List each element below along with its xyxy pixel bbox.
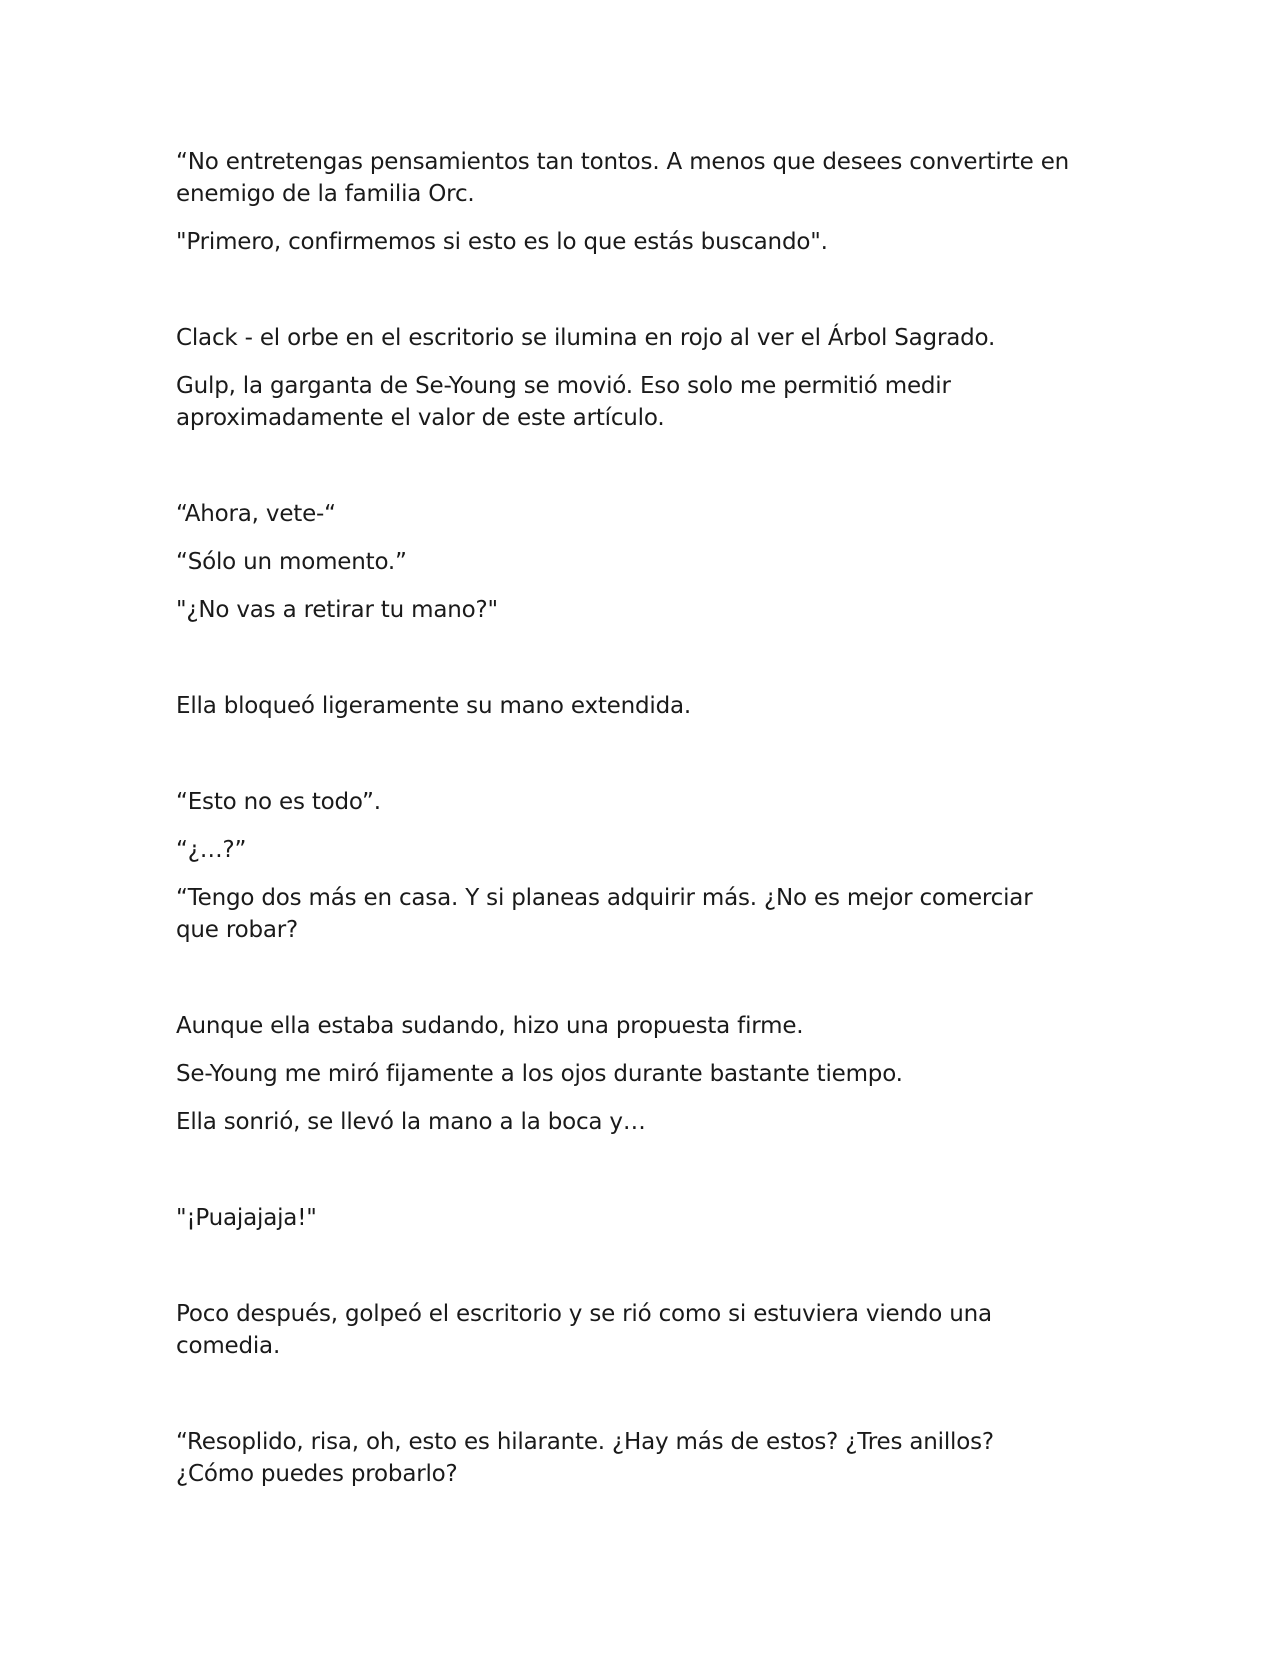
paragraph-16: Poco después, golpeó el escritorio y se rió como si estuviera viendo una comedia. bbox=[176, 1301, 992, 1359]
paragraph-11: “Tengo dos más en casa. Y si planeas adquirir más. ¿No es mejor comerciar que robar? bbox=[176, 885, 1033, 943]
paragraph-10: “¿…?” bbox=[176, 837, 247, 863]
paragraph-9: “Esto no es todo”. bbox=[176, 789, 381, 815]
paragraph-15: "¡Puajajaja!" bbox=[176, 1205, 317, 1231]
paragraph-gap bbox=[176, 1250, 1076, 1298]
paragraph-17: “Resoplido, risa, oh, esto es hilarante. ¿Hay más de estos? ¿Tres anillos? ¿Cómo puedes probarlo? bbox=[176, 1429, 994, 1487]
paragraph-7: "¿No vas a retirar tu mano?" bbox=[176, 597, 498, 623]
paragraph-8: Ella bloqueó ligeramente su mano extendida. bbox=[176, 693, 692, 719]
paragraph-6: “Sólo un momento.” bbox=[176, 549, 407, 575]
paragraph-3: Clack - el orbe en el escritorio se ilumina en rojo al ver el Árbol Sagrado. bbox=[176, 325, 996, 351]
document-body bbox=[176, 146, 1076, 1506]
paragraph-14: Ella sonrió, se llevó la mano a la boca y… bbox=[176, 1109, 646, 1135]
paragraph-gap bbox=[176, 962, 1076, 1010]
paragraph-12: Aunque ella estaba sudando, hizo una propuesta firme. bbox=[176, 1013, 804, 1039]
paragraph-gap bbox=[176, 738, 1076, 786]
paragraph-gap bbox=[176, 1154, 1076, 1202]
paragraph-4: Gulp, la garganta de Se-Young se movió. Eso solo me permitió medir aproximadamente el valor de este artículo. bbox=[176, 373, 951, 431]
paragraph-gap bbox=[176, 642, 1076, 690]
paragraph-gap bbox=[176, 1378, 1076, 1426]
paragraph-13: Se-Young me miró fijamente a los ojos durante bastante tiempo. bbox=[176, 1061, 903, 1087]
paragraph-gap bbox=[176, 274, 1076, 322]
paragraph-gap bbox=[176, 450, 1076, 498]
paragraph-2: "Primero, confirmemos si esto es lo que estás buscando". bbox=[176, 229, 828, 255]
paragraph-1: “No entretengas pensamientos tan tontos. A menos que desees convertirte en enemigo de la familia Orc. bbox=[176, 149, 1070, 207]
paragraph-5: “Ahora, vete-“ bbox=[176, 501, 336, 527]
